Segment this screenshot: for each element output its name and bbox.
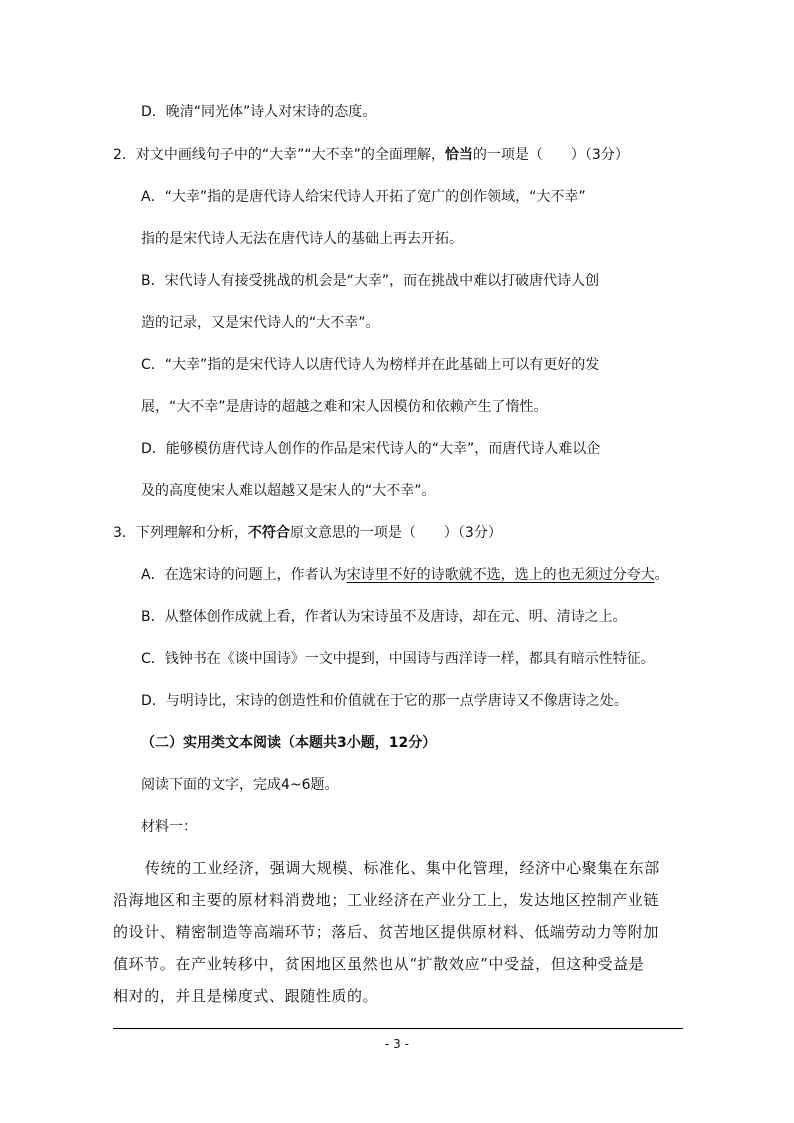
q2-option-a-line2: 指的是宋代诗人无法在唐代诗人的基础上再去开拓。 <box>141 231 463 247</box>
section-heading: （二）实用类文本阅读（本题共3小题，12分） <box>141 735 437 751</box>
q3-option-c: C．钱钟书在《谈中国诗》一文中提到，中国诗与西洋诗一样，都具有暗示性特征。 <box>141 651 655 667</box>
q2-option-b-line1: B．宋代诗人有接受挑战的机会是“大幸”，而在挑战中难以打破唐代诗人创 <box>141 273 600 289</box>
q3-stem-pre: 3．下列理解和分析， <box>113 525 248 541</box>
q3-option-a-underlined: 宋诗里不好的诗歌就不选，选上的也无须过分夸大 <box>346 567 655 583</box>
q2-option-a-line1: A．“大幸”指的是唐代诗人给宋代诗人开拓了宽广的创作领域，“大不幸” <box>141 189 586 205</box>
footer-divider <box>113 1028 683 1029</box>
material-label: 材料一： <box>141 819 197 835</box>
q1-option-d: D．晚清“同光体”诗人对宋诗的态度。 <box>141 104 377 120</box>
q3-option-b: B．从整体创作成就上看，作者认为宋诗虽不及唐诗，却在元、明、清诗之上。 <box>141 609 627 625</box>
q2-stem <box>113 146 629 164</box>
q3-stem <box>113 524 502 542</box>
q2-stem-post: 的一项是（ ）（3分） <box>472 147 629 163</box>
material-paragraph-line: 相对的，并且是梯度式、跟随性质的。 <box>113 987 379 1005</box>
q2-stem-bold: 恰当 <box>444 147 473 163</box>
q2-option-d-line2: 及的高度使宋人难以超越又是宋人的“大不幸”。 <box>141 483 436 499</box>
section-instruction: 阅读下面的文字，完成4~6题。 <box>141 777 339 793</box>
q2-option-c-line1: C．“大幸”指的是宋代诗人以唐代诗人为榜样并在此基础上可以有更好的发 <box>141 357 600 373</box>
q3-option-a <box>141 566 669 584</box>
q3-option-d: D．与明诗比，宋诗的创造性和价值就在于它的那一点学唐诗又不像唐诗之处。 <box>141 693 628 709</box>
material-paragraph-line: 的设计、精密制造等高端环节；落后、贫苦地区提供原材料、低端劳动力等附加 <box>113 923 660 941</box>
material-paragraph-line: 值环节。在产业转移中，贫困地区虽然也从“扩散效应”中受益，但这种受益是 <box>113 955 645 973</box>
material-paragraph-line: 传统的工业经济，强调大规模、标准化、集中化管理，经济中心聚集在东部 <box>145 859 660 877</box>
q3-stem-post: 原文意思的一项是（ ）（3分） <box>289 525 502 541</box>
q2-option-c-line2: 展，“大不幸”是唐诗的超越之难和宋人因模仿和依赖产生了惰性。 <box>141 399 548 415</box>
material-paragraph-line: 沿海地区和主要的原材料消费地；工业经济在产业分工上，发达地区控制产业链 <box>113 891 660 909</box>
q3-stem-bold: 不符合 <box>247 525 290 541</box>
q3-option-a-pre: A．在选宋诗的问题上，作者认为 <box>141 567 347 583</box>
q2-stem-pre: 2．对文中画线句子中的“大幸”“大不幸”的全面理解， <box>113 147 445 163</box>
page-number: - 3 - <box>385 1037 409 1051</box>
q2-option-b-line2: 造的记录，又是宋代诗人的“大不幸”。 <box>141 315 380 331</box>
q3-option-a-post: 。 <box>654 567 669 583</box>
q2-option-d-line1: D．能够模仿唐代诗人创作的作品是宋代诗人的“大幸”，而唐代诗人难以企 <box>141 441 601 457</box>
